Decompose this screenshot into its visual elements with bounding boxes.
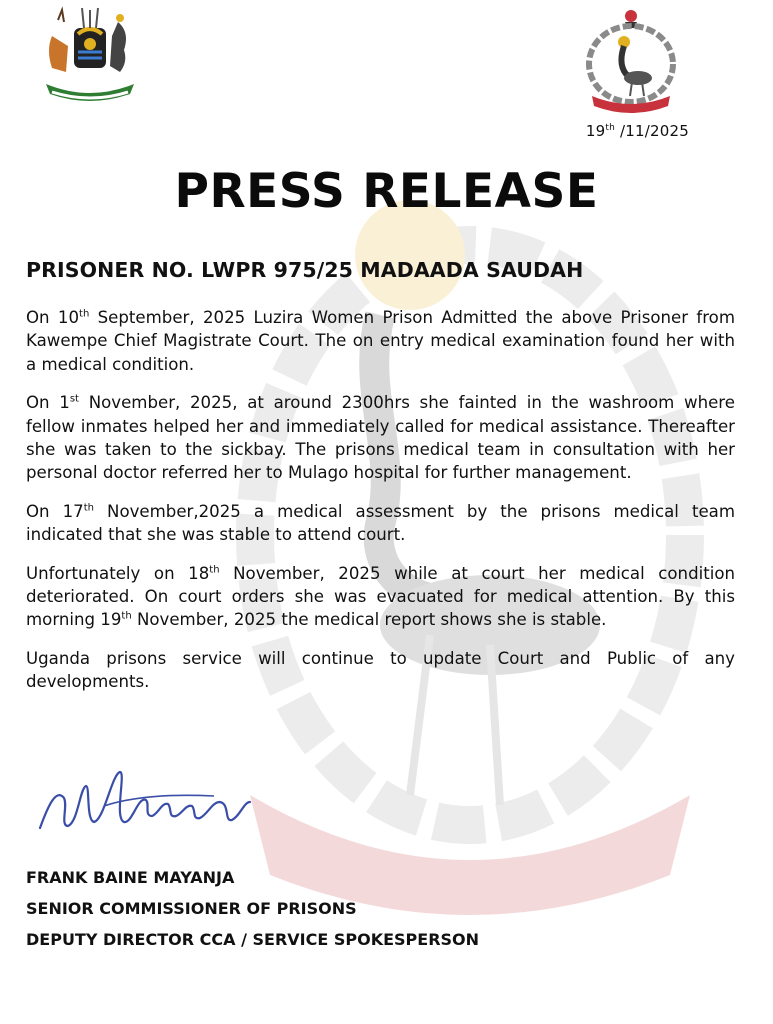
prisons-service-logo-icon — [582, 8, 680, 118]
date-day: 19 — [585, 122, 606, 140]
paragraph-admission — [26, 306, 735, 376]
p2-text-a: On 1 — [26, 393, 70, 413]
page-title: PRESS RELEASE — [174, 164, 599, 219]
signatory-rank: SENIOR COMMISSIONER OF PRISONS — [26, 899, 357, 918]
release-body — [26, 306, 735, 709]
p1-text-a: On 10 — [26, 308, 80, 327]
p2-sup: st — [69, 393, 79, 405]
p3-text-b: November,2025 a medical assessment by the prisons medical team indicated that she was stable to attend court. — [26, 501, 735, 545]
p4-text-b: November, 2025 while at court her medical condition deteriorated. On court orders she was evacuated for medical attention. By this morning 19 — [26, 563, 735, 630]
p4-text-c: November, 2025 the medical report shows she is stable. — [131, 610, 607, 630]
prisoner-subject-heading: PRISONER NO. LWPR 975/25 MADAADA SAUDAH — [26, 258, 584, 282]
paragraph-court — [26, 562, 735, 632]
release-date — [586, 122, 689, 140]
signatory-block — [26, 862, 479, 955]
date-month-year: /11/2025 — [615, 122, 689, 140]
paragraph-fainting — [26, 391, 735, 485]
coat-of-arms-icon — [38, 6, 142, 106]
p1-sup: th — [79, 308, 90, 320]
paragraph-assessment — [26, 500, 735, 547]
p3-sup: th — [83, 502, 94, 514]
paragraph-updates — [26, 647, 735, 694]
p3-text-a: On 17 — [26, 501, 84, 521]
p5-text: Uganda prisons service will continue to update Court and Public of any developments. — [26, 648, 735, 692]
date-suffix: th — [605, 123, 616, 133]
p2-text-b: November, 2025, at around 2300hrs she fainted in the washroom where fellow inmates helped her and immediately called for medical assistance. Thereafter she was taken to the sickbay. The prisons medical team in consultation with her personal doctor referred her to Mulago hospital for further management. — [26, 393, 735, 483]
p4-sup2: th — [121, 610, 132, 622]
p4-text-a: Unfortunately on 18 — [26, 563, 210, 583]
signatory-role: DEPUTY DIRECTOR CCA / SERVICE SPOKESPERSON — [26, 930, 480, 949]
handwritten-signature — [34, 766, 264, 846]
p1-text-b: September, 2025 Luzira Women Prison Admitted the above Prisoner from Kawempe Chief Magistrate Court. The on entry medical examination found her with a medical condition. — [26, 308, 736, 374]
signatory-name: FRANK BAINE MAYANJA — [26, 868, 235, 887]
p4-sup: th — [209, 564, 220, 576]
